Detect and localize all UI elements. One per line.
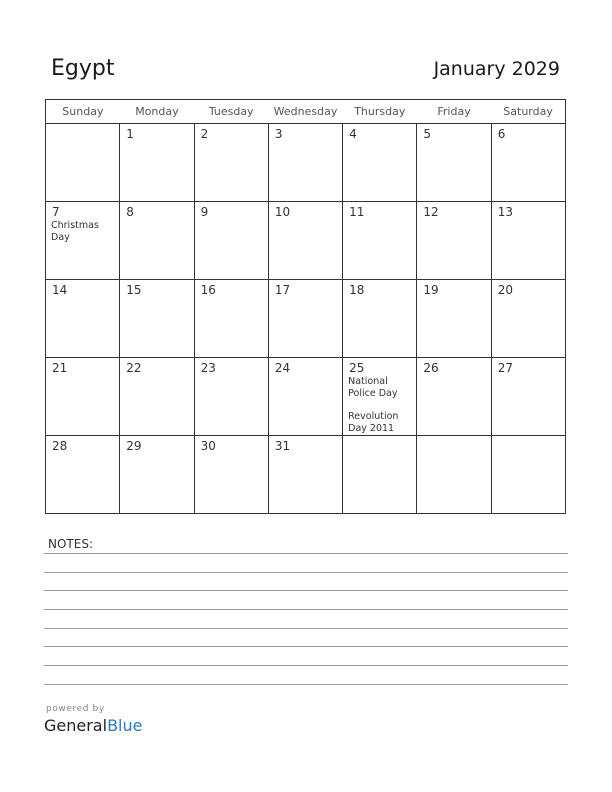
day-cell [46, 124, 120, 202]
day-cell [268, 436, 342, 514]
generalblue-logo [44, 716, 142, 735]
day-number: 4 [349, 127, 357, 141]
day-number: 23 [200, 361, 216, 375]
day-cell [268, 280, 342, 358]
weekday-header: Friday [417, 100, 491, 124]
day-cell [491, 280, 565, 358]
day-cell [194, 436, 268, 514]
day-number: 14 [52, 283, 68, 297]
day-cell [343, 280, 417, 358]
day-cell [46, 280, 120, 358]
day-cell [194, 280, 268, 358]
day-number: 8 [126, 205, 134, 219]
day-cell [343, 358, 417, 436]
day-cell [343, 202, 417, 280]
notes-line [44, 590, 568, 591]
day-cell [46, 436, 120, 514]
holiday-label: Christmas Day [51, 220, 99, 243]
week-row [46, 280, 566, 358]
day-number: 28 [52, 439, 68, 453]
day-cell [417, 202, 491, 280]
notes-line [44, 646, 568, 647]
day-cell [120, 280, 194, 358]
day-cell [194, 202, 268, 280]
day-cell [268, 202, 342, 280]
day-number: 27 [497, 361, 513, 375]
day-number: 22 [126, 361, 142, 375]
day-number: 25 [349, 361, 365, 375]
day-cell [194, 358, 268, 436]
day-number: 12 [423, 205, 439, 219]
day-number: 16 [200, 283, 216, 297]
day-cell [194, 124, 268, 202]
brand-general: General [44, 716, 108, 735]
day-cell [491, 436, 565, 514]
month-title: January 2029 [433, 58, 560, 80]
day-cell [343, 436, 417, 514]
day-cell [120, 358, 194, 436]
day-cell [120, 124, 194, 202]
week-row [46, 202, 566, 280]
brand-blue: Blue [107, 716, 143, 735]
day-number: 18 [349, 283, 365, 297]
day-number: 11 [349, 205, 365, 219]
day-cell [46, 202, 120, 280]
week-row [46, 358, 566, 436]
day-number: 31 [274, 439, 291, 453]
weekday-header: Wednesday [268, 100, 342, 124]
notes-label: NOTES: [48, 537, 93, 551]
notes-line [44, 665, 568, 666]
day-number: 2 [200, 127, 209, 141]
day-number: 5 [423, 127, 432, 141]
day-cell [46, 358, 120, 436]
notes-line [44, 684, 568, 685]
notes-line [44, 609, 568, 610]
notes-line [44, 628, 568, 629]
weekday-header: Saturday [491, 100, 565, 124]
day-cell [491, 202, 565, 280]
day-number: 3 [274, 127, 283, 141]
day-number: 30 [200, 439, 216, 453]
powered-by-text: powered by [46, 704, 105, 714]
day-number: 19 [423, 283, 439, 297]
day-number: 17 [274, 283, 291, 297]
day-number: 24 [274, 361, 291, 375]
day-cell [417, 436, 491, 514]
day-number: 26 [423, 361, 439, 375]
notes-line [44, 572, 568, 573]
day-cell [268, 358, 342, 436]
day-cell [417, 124, 491, 202]
week-row [46, 124, 566, 202]
day-number: 1 [126, 127, 134, 141]
day-cell [417, 280, 491, 358]
day-number: 20 [497, 283, 513, 297]
day-cell [491, 124, 565, 202]
weekday-header-row [46, 100, 566, 124]
day-number: 10 [274, 205, 291, 219]
calendar-grid [45, 99, 566, 514]
day-number: 9 [200, 205, 209, 219]
country-title: Egypt [51, 56, 115, 81]
calendar-body [46, 124, 566, 514]
day-number: 7 [52, 205, 60, 219]
weekday-header: Sunday [46, 100, 120, 124]
weekday-header: Thursday [343, 100, 417, 124]
day-number: 13 [497, 205, 513, 219]
week-row [46, 436, 566, 514]
day-number: 15 [126, 283, 142, 297]
weekday-header: Tuesday [194, 100, 268, 124]
weekday-header: Monday [120, 100, 194, 124]
day-cell [491, 358, 565, 436]
day-number: 21 [52, 361, 68, 375]
day-cell [343, 124, 417, 202]
day-cell [417, 358, 491, 436]
day-number: 29 [126, 439, 142, 453]
holiday-label: National Police Day [348, 376, 398, 399]
day-cell [120, 436, 194, 514]
day-cell [268, 124, 342, 202]
holiday-label: Revolution Day 2011 [348, 411, 399, 434]
notes-line [44, 553, 568, 554]
day-cell [120, 202, 194, 280]
day-number: 6 [497, 127, 506, 141]
